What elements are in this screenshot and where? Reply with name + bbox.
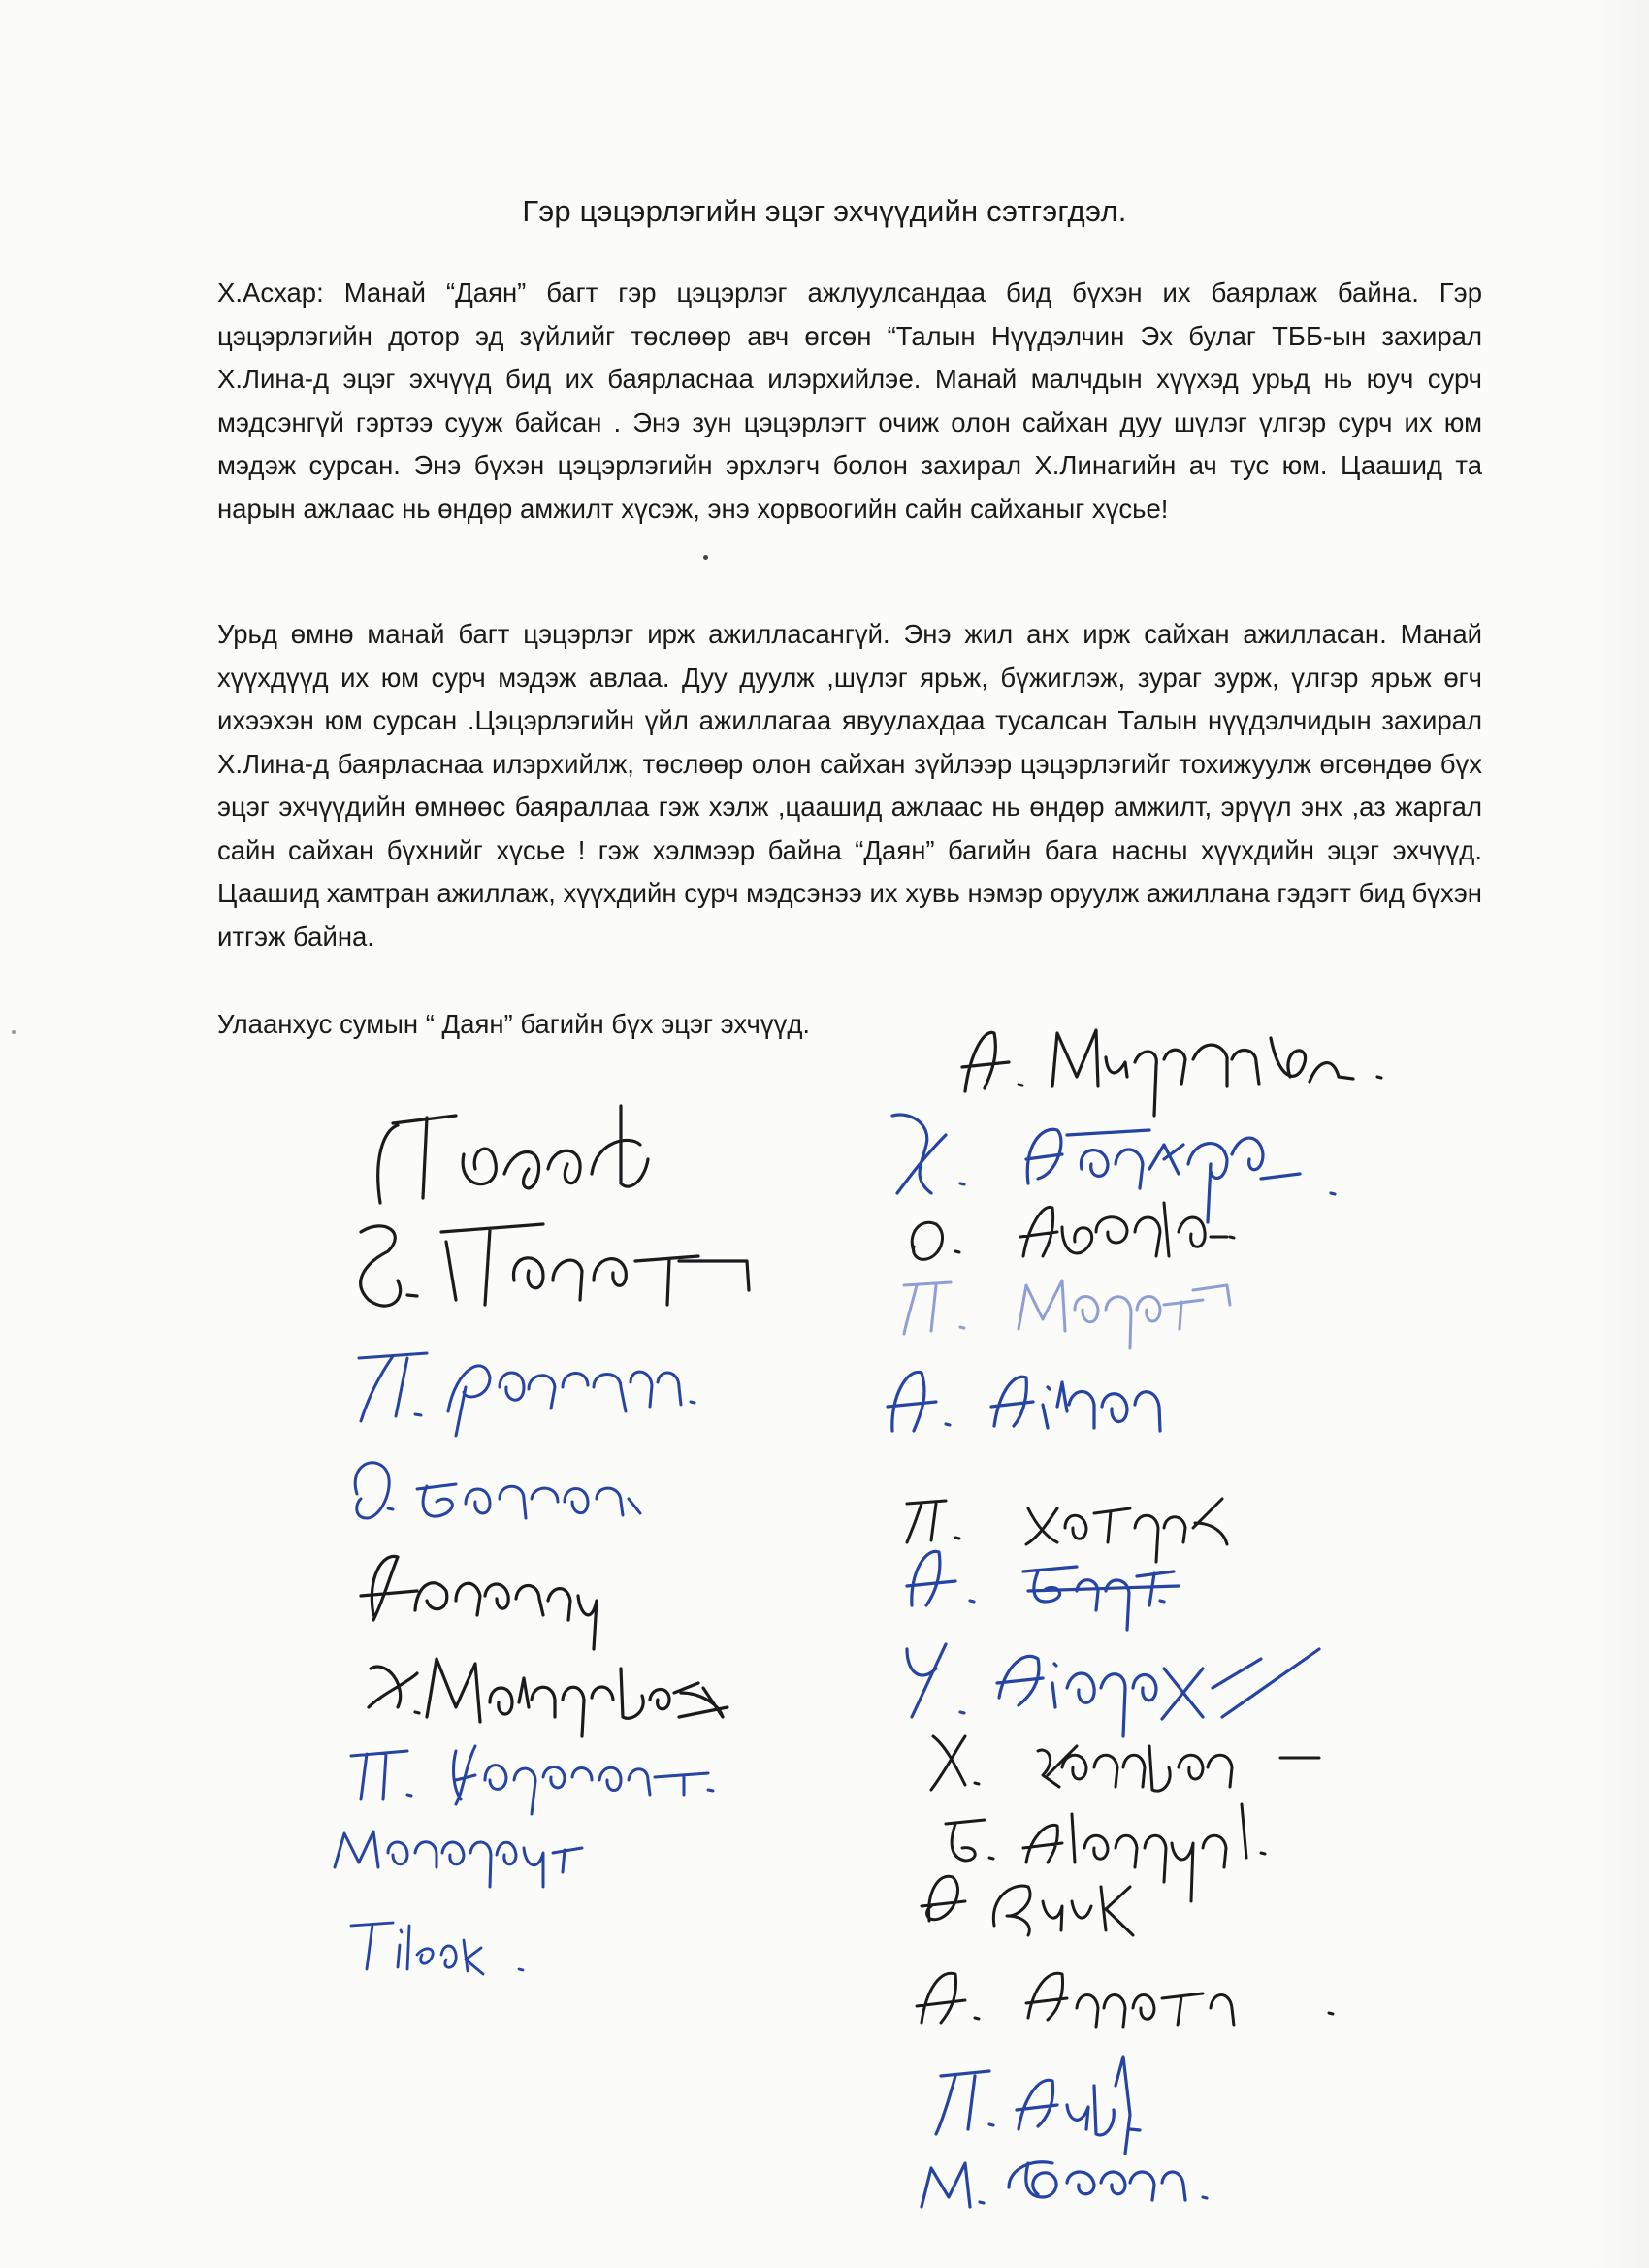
signature-left-2: [361, 1224, 749, 1306]
signature-right-3: [912, 1203, 1234, 1259]
signature-right-13: [936, 2057, 1140, 2154]
signature-right-2: [892, 1115, 1335, 1222]
signature-left-4: [355, 1463, 640, 1518]
signature-right-12: [917, 1973, 1333, 2027]
signature-left-1: [378, 1106, 648, 1203]
signature-right-7: [907, 1551, 1179, 1630]
signature-right-1: [962, 1030, 1381, 1116]
signature-left-6: [369, 1659, 728, 1736]
paragraph-1: Х.Асхар: Манай “Даян” багт гэр цэцэрлэг ажлуулсандаа бид бүхэн их баярлаж байна. Гэр цэцэрлэгийн дотор эд зүйлийг төслөөр авч өгсөн “Талын Нүүдэлчин Эх булаг ТББ-ын захирал Х.Лина-д эцэг эхчүүд бид их баярласнаа илэрхийлэе. Манай малчдын хүүхэд урьд нь юуч сурч мэдсэнгүй гэртээ сууж байсан . Энэ зун цэцэрлэгт очиж олон сайхан дуу шүлэг үлгэр сурч их юм мэдэж сурсан. Энэ бүхэн цэцэрлэгийн эрхлэгч болон захирал Х.Линагийн ач тус юм. Цаашид та нарын ажлаас нь өндөр амжилт хүсэж, энэ хорвоогийн сайн сайханыг хүсье!: [217, 277, 1482, 524]
signature-left-3: [359, 1353, 695, 1436]
signature-left-7: [351, 1746, 713, 1814]
ink-speck: [703, 555, 708, 560]
signature-right-9: [931, 1736, 1319, 1791]
signature-right-5: [888, 1372, 1160, 1431]
signature-left-9: [351, 1923, 523, 1974]
signature-left-8: [335, 1831, 582, 1887]
ink-speck: [12, 1030, 16, 1034]
signature-left-5: [361, 1556, 597, 1649]
document-title: Гэр цэцэрлэгийн эцэг эхчүүдийн сэтгэгдэл.: [522, 194, 1127, 228]
signature-right-8: [907, 1644, 1319, 1736]
signature-right-10: [946, 1804, 1265, 1901]
signature-right-11: [922, 1876, 1133, 1935]
paragraph-2: Урьд өмнө манай багт цэцэрлэг ирж ажилласангүй. Энэ жил анх ирж сайхан ажилласан. Манай хүүхдүүд их юм сурч мэдэж авлаа. Дуу дуулж ,шүлэг ярьж, бүжиглэж, зураг зурж, үлгэр ярьж өгч ихээхэн юм сурсан .Цэцэрлэгийн үйл ажиллагаа явуулахдаа тусалсан Талын нүүдэлчидын захирал Х.Лина-д баярласнаа илэрхийлж, төслөөр олон сайхан зүйлээр цэцэрлэгийг тохижуулж өгсөндөө бүх эцэг эхчүүдийн өмнөөс баяраллаа гэж хэлж ,цаашид ажлаас нь өндөр амжилт, эрүүл энх ,аз жаргал сайн сайхан бүхнийг хүсье ! гэж хэлмээр байна “Даян” багийн бага насны хүүхдийн эцэг эхчүүд. Цаашид хамтран ажиллаж, хүүхдийн сурч мэдсэнээ их хувь нэмэр оруулж ажиллана гэдэгт бид бүхэн итгэж байна.: [217, 619, 1482, 952]
signature-right-4: [904, 1280, 1230, 1348]
signature-right-14: [922, 2162, 1207, 2207]
signature-right-6: [907, 1499, 1227, 1562]
closing-line: Улаанхус сумын “ Даян” багийн бүх эцэг эхчүүд.: [217, 1009, 811, 1039]
